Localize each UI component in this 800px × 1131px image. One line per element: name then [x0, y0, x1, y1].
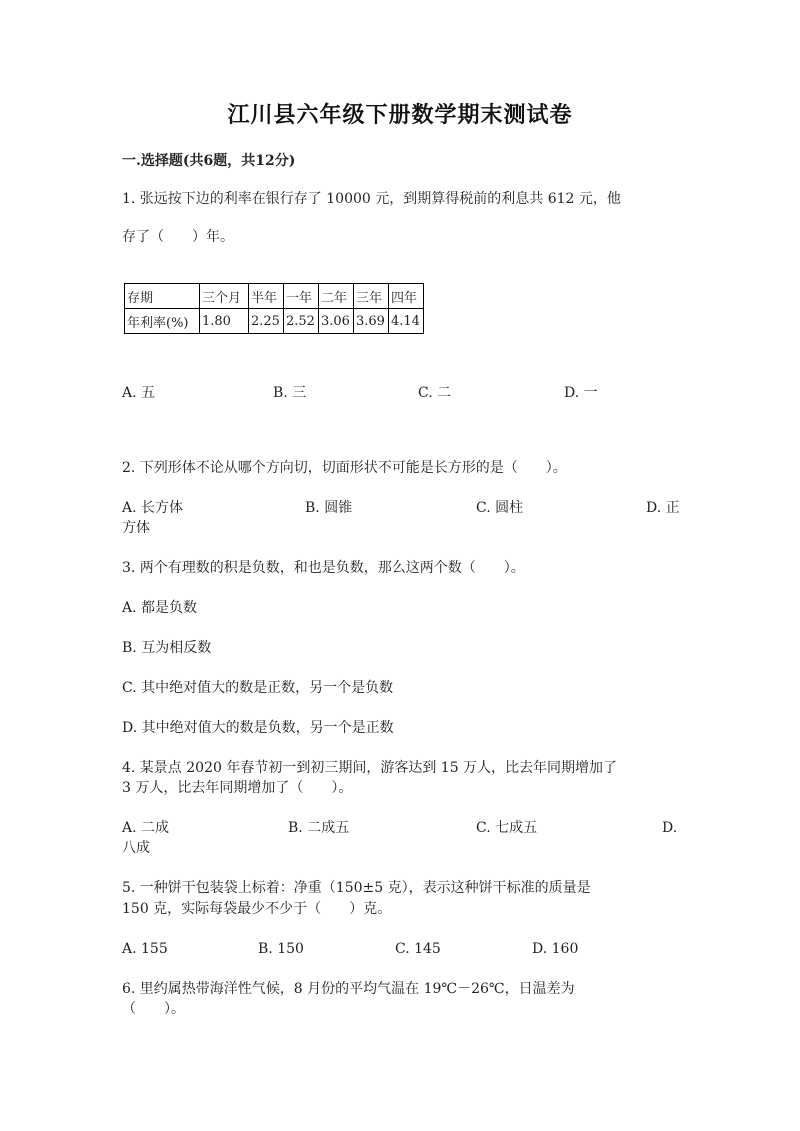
q2-option-a[interactable]: A. 长方体: [122, 500, 184, 516]
q5-text-line1: 5. 一种饼干包装袋上标着：净重（150±5 克），表示这种饼干标准的质量是: [122, 880, 591, 896]
q4-option-b[interactable]: B. 二成五: [288, 820, 350, 836]
q2-option-d-wrap: 方体: [122, 520, 150, 536]
q2-option-c[interactable]: C. 圆柱: [476, 500, 524, 516]
q6-text-line1: 6. 里约属热带海洋性气候，8 月份的平均气温在 19℃－26℃，日温差为: [122, 981, 575, 997]
q1-option-a[interactable]: A. 五: [122, 385, 156, 401]
table-cell: 1.80: [200, 309, 249, 334]
q1-text-line1: 1. 张远按下边的利率在银行存了 10000 元，到期算得税前的利息共 612 元，他: [122, 191, 621, 207]
q5-option-d[interactable]: D. 160: [532, 941, 579, 957]
q4-option-d[interactable]: D.: [662, 820, 678, 836]
q1-option-d[interactable]: D. 一: [564, 385, 598, 401]
table-cell: 三个月: [200, 284, 249, 309]
table-cell: 二年: [319, 284, 354, 309]
q4-option-d-wrap: 八成: [122, 840, 150, 856]
table-cell: 存期: [125, 284, 200, 309]
table-row: [125, 309, 424, 334]
q4-option-a[interactable]: A. 二成: [122, 820, 170, 836]
q2-option-b[interactable]: B. 圆锥: [305, 500, 353, 516]
q3-option-b[interactable]: B. 互为相反数: [122, 640, 212, 656]
interest-rate-table: [124, 283, 424, 334]
q1-option-b[interactable]: B. 三: [273, 385, 307, 401]
table-cell: 半年: [249, 284, 284, 309]
q3-option-d[interactable]: D. 其中绝对值大的数是负数，另一个是正数: [122, 720, 394, 736]
table-cell: 4.14: [389, 309, 424, 334]
table-cell: 2.25: [249, 309, 284, 334]
q3-option-a[interactable]: A. 都是负数: [122, 600, 198, 616]
table-cell: 3.69: [354, 309, 389, 334]
section-heading: 一.选择题(共6题，共12分): [122, 153, 296, 169]
q3-option-c[interactable]: C. 其中绝对值大的数是正数，另一个是负数: [122, 680, 394, 696]
table-cell: 四年: [389, 284, 424, 309]
table-cell: 一年: [284, 284, 319, 309]
page-title: 江川县六年级下册数学期末测试卷: [227, 102, 573, 128]
q5-option-c[interactable]: C. 145: [395, 941, 441, 957]
q5-option-b[interactable]: B. 150: [258, 941, 304, 957]
q6-text-line2: （ ）。: [122, 1001, 185, 1017]
table-cell: 3.06: [319, 309, 354, 334]
q3-text-line1: 3. 两个有理数的积是负数，和也是负数，那么这两个数（ ）。: [122, 560, 525, 576]
table-cell: 年利率(%): [125, 309, 200, 334]
table-cell: 三年: [354, 284, 389, 309]
q5-option-a[interactable]: A. 155: [122, 941, 168, 957]
q5-text-line2: 150 克，实际每袋最少不少于（ ）克。: [122, 901, 392, 917]
table-cell: 2.52: [284, 309, 319, 334]
q4-option-c[interactable]: C. 七成五: [476, 820, 538, 836]
q2-text-line1: 2. 下列形体不论从哪个方向切，切面形状不可能是长方形的是（ ）。: [122, 460, 567, 476]
q1-text-line2: 存了（ ）年。: [122, 229, 234, 245]
q4-text-line2: 3 万人，比去年同期增加了（ ）。: [122, 780, 353, 796]
q2-option-d[interactable]: D. 正: [646, 500, 680, 516]
table-row: [125, 284, 424, 309]
q4-text-line1: 4. 某景点 2020 年春节初一到初三期间，游客达到 15 万人，比去年同期增加了: [122, 760, 618, 776]
q1-option-c[interactable]: C. 二: [418, 385, 452, 401]
